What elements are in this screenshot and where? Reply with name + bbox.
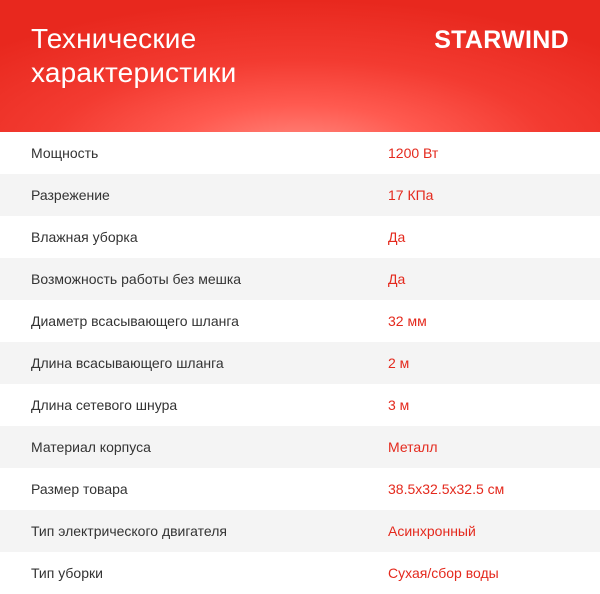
spec-label: Возможность работы без мешка	[31, 271, 242, 287]
spec-row-product-size	[0, 468, 600, 510]
spec-row-power	[0, 132, 600, 174]
spec-value: Асинхронный	[388, 523, 476, 539]
page-title: Технические характеристики	[31, 23, 237, 88]
spec-value: Да	[388, 229, 406, 245]
spec-row-suction	[0, 174, 600, 216]
spec-label: Размер товара	[31, 481, 128, 497]
spec-label: Длина сетевого шнура	[31, 397, 178, 413]
spec-value: 2 м	[388, 355, 410, 371]
spec-value: 32 мм	[388, 313, 427, 329]
spec-row-wet-cleaning	[0, 216, 600, 258]
spec-label: Тип электрического двигателя	[31, 523, 227, 539]
spec-value: 3 м	[388, 397, 410, 413]
spec-row-hose-diameter	[0, 300, 600, 342]
spec-label: Материал корпуса	[31, 439, 151, 455]
spec-row-cord-length	[0, 384, 600, 426]
spec-label: Длина всасывающего шланга	[31, 355, 224, 371]
spec-label: Тип уборки	[31, 565, 103, 581]
specs-table	[0, 132, 600, 594]
spec-label: Влажная уборка	[31, 229, 138, 245]
spec-row-motor-type	[0, 510, 600, 552]
spec-label: Разрежение	[31, 187, 110, 203]
spec-value: 17 КПа	[388, 187, 434, 203]
spec-row-cleaning-type	[0, 552, 600, 594]
spec-label: Мощность	[31, 145, 99, 161]
spec-row-body-material	[0, 426, 600, 468]
spec-value: Сухая/сбор воды	[388, 565, 499, 581]
spec-value: Металл	[388, 439, 438, 455]
spec-value: 38.5x32.5x32.5 см	[388, 481, 505, 497]
header-banner	[0, 0, 600, 132]
spec-row-hose-length	[0, 342, 600, 384]
spec-value: Да	[388, 271, 406, 287]
spec-value: 1200 Вт	[388, 145, 439, 161]
spec-label: Диаметр всасывающего шланга	[31, 313, 239, 329]
brand-logo: STARWIND	[434, 26, 569, 54]
spec-row-bagless	[0, 258, 600, 300]
